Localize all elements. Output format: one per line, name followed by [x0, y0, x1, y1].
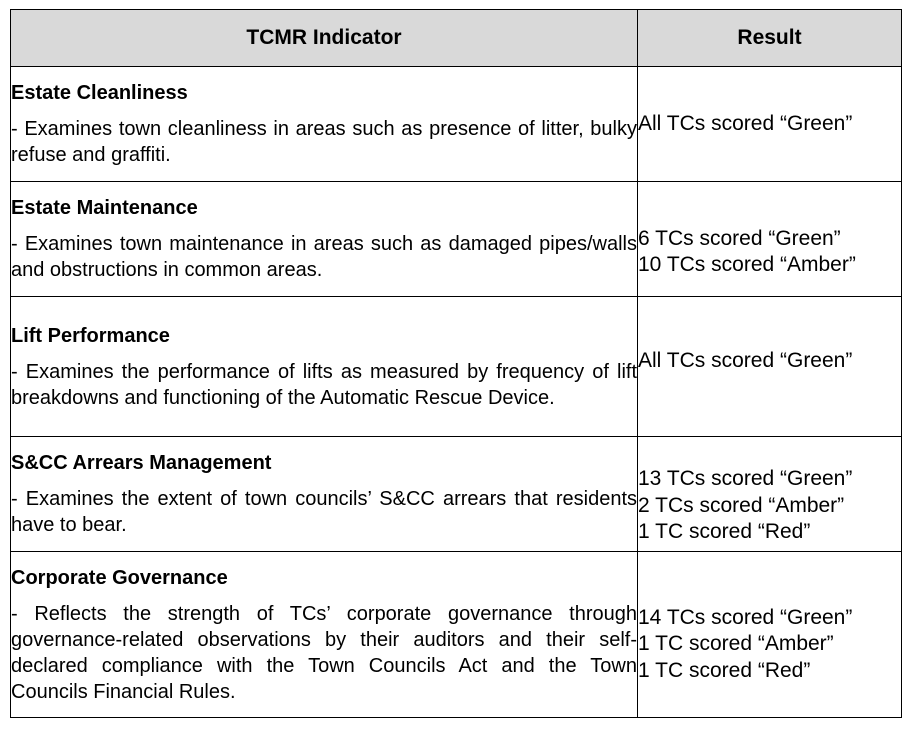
tcmr-results-table — [10, 9, 902, 718]
indicator-description: - Examines town maintenance in areas such as damaged pipes/walls and obstructions in common areas. — [11, 233, 637, 281]
result-line: 2 TCs scored “Amber” — [638, 493, 845, 517]
result-line: All TCs scored “Green” — [638, 349, 853, 372]
table-row — [11, 67, 902, 182]
table-header-row — [11, 10, 902, 67]
indicator-cell — [11, 67, 638, 182]
result-line: 13 TCs scored “Green” — [638, 467, 853, 491]
indicator-title: Estate Cleanliness — [11, 82, 188, 104]
result-cell — [638, 437, 902, 552]
indicator-cell — [11, 437, 638, 552]
indicator-cell — [11, 182, 638, 297]
indicator-title: S&CC Arrears Management — [11, 452, 272, 474]
indicator-title: Estate Maintenance — [11, 197, 198, 219]
result-line: 10 TCs scored “Amber” — [638, 253, 856, 276]
result-cell — [638, 67, 902, 182]
indicator-description: - Examines the extent of town councils’ S&CC arrears that residents have to bear. — [11, 488, 637, 536]
result-line: All TCs scored “Green” — [638, 111, 853, 135]
header-indicator: TCMR Indicator — [11, 10, 638, 67]
indicator-title: Lift Performance — [11, 324, 170, 347]
header-result: Result — [638, 10, 902, 67]
table-row — [11, 552, 902, 718]
result-line: 1 TC scored “Red” — [638, 520, 811, 544]
table-row — [11, 437, 902, 552]
result-cell — [638, 552, 902, 718]
result-line: 6 TCs scored “Green” — [638, 226, 841, 250]
indicator-cell — [11, 552, 638, 718]
indicator-description: - Reflects the strength of TCs’ corporate governance through governance-related observations by their auditors and their self-declared compliance with the Town Councils Act and the Town Councils Financial Rules. — [11, 602, 637, 703]
indicator-description: - Examines the performance of lifts as measured by frequency of lift breakdowns and functioning of the Automatic Rescue Device. — [11, 360, 637, 409]
result-line: 1 TC scored “Red” — [638, 658, 811, 682]
result-line: 1 TC scored “Amber” — [638, 632, 834, 656]
indicator-description: - Examines town cleanliness in areas such as presence of litter, bulky refuse and graffiti. — [11, 118, 637, 166]
result-cell — [638, 297, 902, 437]
table-row — [11, 297, 902, 437]
indicator-cell — [11, 297, 638, 437]
result-cell — [638, 182, 902, 297]
indicator-title: Corporate Governance — [11, 566, 228, 589]
result-line: 14 TCs scored “Green” — [638, 605, 853, 629]
table-row — [11, 182, 902, 297]
